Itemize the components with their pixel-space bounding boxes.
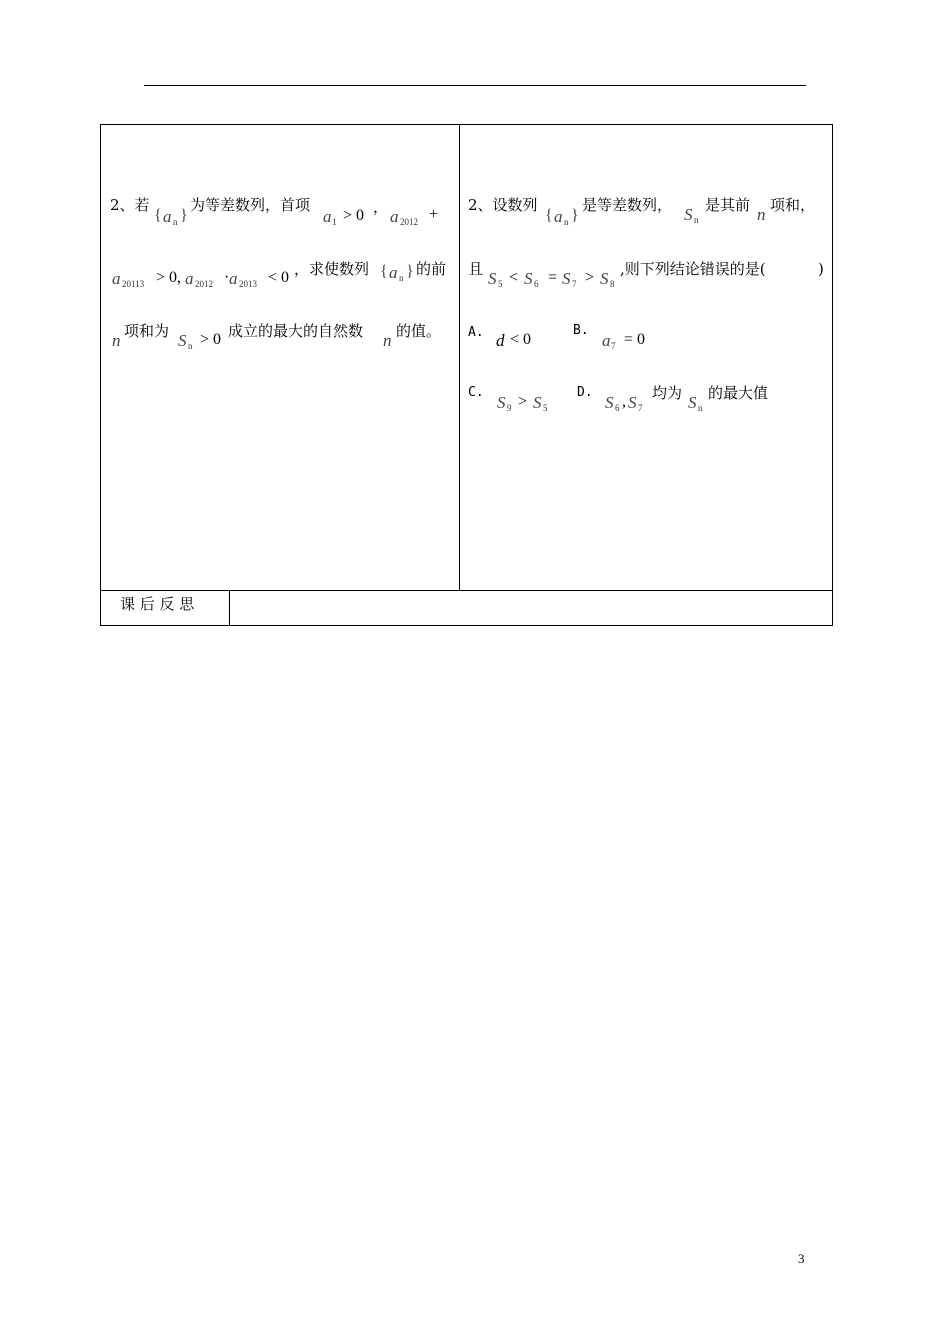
math-sub-n-r2: n — [694, 215, 699, 225]
math-S5c: S — [533, 393, 542, 412]
math-n-r: n — [757, 205, 766, 224]
math-dot: · — [224, 269, 230, 286]
math-gt0c: > 0 — [200, 331, 222, 348]
option-d-label: D. — [577, 385, 593, 400]
math-a7: a — [602, 331, 611, 350]
brace-close-r: } — [571, 207, 579, 224]
left-l1-text: 2、若 — [110, 196, 150, 214]
page-number: 3 — [798, 1251, 805, 1266]
math-S: S — [178, 331, 187, 350]
math-S7: S — [562, 269, 571, 288]
math-sub-n-3: n — [188, 341, 193, 351]
math-gt-c: > — [518, 393, 528, 410]
math-n2: n — [383, 331, 392, 350]
option-b-label: B. — [573, 323, 589, 338]
math-sub-n-2: n — [399, 273, 404, 283]
option-a-label: A. — [468, 325, 484, 340]
math-sub-2012: 2012 — [400, 217, 418, 227]
math-S6d: S — [605, 393, 614, 412]
math-a20113: a — [112, 269, 121, 288]
left-l2-text: ，求使数列 — [294, 260, 370, 278]
math-sub-n: n — [173, 217, 178, 227]
right-l1-text-b: 是等差数列， — [582, 196, 673, 214]
reflection-label: 课 后 反 思 — [120, 595, 195, 613]
math-gt0b: > 0, — [156, 269, 182, 286]
right-l1-text: 2、设数列 — [468, 196, 538, 214]
left-l3-text-c: 的值。 — [396, 322, 442, 340]
math-plus: + — [429, 206, 439, 223]
right-l4-text-b: 均为 — [652, 384, 683, 402]
row-divider — [100, 590, 833, 591]
math-sub-7b: 7 — [611, 341, 616, 351]
math-a1: a — [323, 207, 332, 226]
option-c-label: C. — [468, 385, 484, 400]
math-sub-20113: 20113 — [122, 279, 145, 289]
right-l1-text-c: 是其前 — [705, 196, 751, 214]
math-a2012b: a — [185, 269, 194, 288]
math-S7d: S — [628, 393, 637, 412]
math-S6: S — [524, 269, 533, 288]
math-S8: S — [600, 269, 609, 288]
math-a-2: a — [389, 263, 398, 282]
math-a: a — [163, 207, 172, 226]
right-l4-text-c: 的最大值 — [708, 384, 769, 402]
column-divider — [459, 124, 460, 590]
math-n1: n — [112, 331, 121, 350]
math-a-r: a — [554, 207, 563, 226]
right-l2-text: 且 — [468, 260, 484, 278]
right-l2-text-b: ,则下列结论错误的是( — [620, 260, 766, 278]
math-sub-7d: 7 — [638, 403, 643, 413]
math-d: d — [496, 331, 505, 350]
math-sub-2012b: 2012 — [195, 279, 213, 289]
math-sub-9: 9 — [507, 403, 512, 413]
math-S9: S — [497, 393, 506, 412]
right-l1-text-d: 项和， — [770, 196, 816, 214]
brace-close: } — [180, 207, 188, 224]
right-paren: ) — [818, 260, 824, 278]
math-lt: < — [509, 269, 519, 286]
math-sub-n-d: n — [698, 403, 703, 413]
math-sub-8: 8 — [610, 279, 615, 289]
math-lt0: < 0 — [268, 269, 290, 286]
math-S-r: S — [684, 205, 693, 224]
brace-open-2: { — [380, 263, 388, 280]
left-l2-text-c: 的前 — [416, 260, 447, 278]
math-Sn-d: S — [688, 393, 697, 412]
left-comma: ， — [373, 198, 389, 216]
reflection-divider — [229, 590, 230, 626]
math-a2012: a — [390, 207, 399, 226]
math-S5: S — [488, 269, 497, 288]
math-sub-n-r: n — [564, 217, 569, 227]
math-sub-6d: 6 — [615, 403, 620, 413]
brace-open: { — [154, 207, 162, 224]
left-l3-text: 项和为 — [124, 322, 170, 340]
left-l1-text-b: 为等差数列，首项 — [190, 196, 311, 214]
brace-open-r: { — [545, 207, 553, 224]
brace-close-2: } — [406, 263, 414, 280]
math-sub-1: 1 — [332, 217, 337, 227]
math-gt: > — [585, 269, 595, 286]
math-comma: , — [622, 393, 626, 410]
math-a2013: a — [229, 269, 238, 288]
math-sub-6: 6 — [534, 279, 539, 289]
math-sub-7: 7 — [572, 279, 577, 289]
math-lt0-r: < 0 — [510, 331, 532, 348]
math-sub-2013: 2013 — [239, 279, 257, 289]
header-rule — [144, 85, 806, 86]
math-eq: = — [548, 269, 558, 286]
math-eq0: = 0 — [624, 331, 646, 348]
math-sub-5c: 5 — [543, 403, 548, 413]
math-sub-5: 5 — [498, 279, 503, 289]
left-l3-text-b: 成立的最大的自然数 — [228, 322, 364, 340]
math-gt0: > 0 — [343, 207, 365, 224]
